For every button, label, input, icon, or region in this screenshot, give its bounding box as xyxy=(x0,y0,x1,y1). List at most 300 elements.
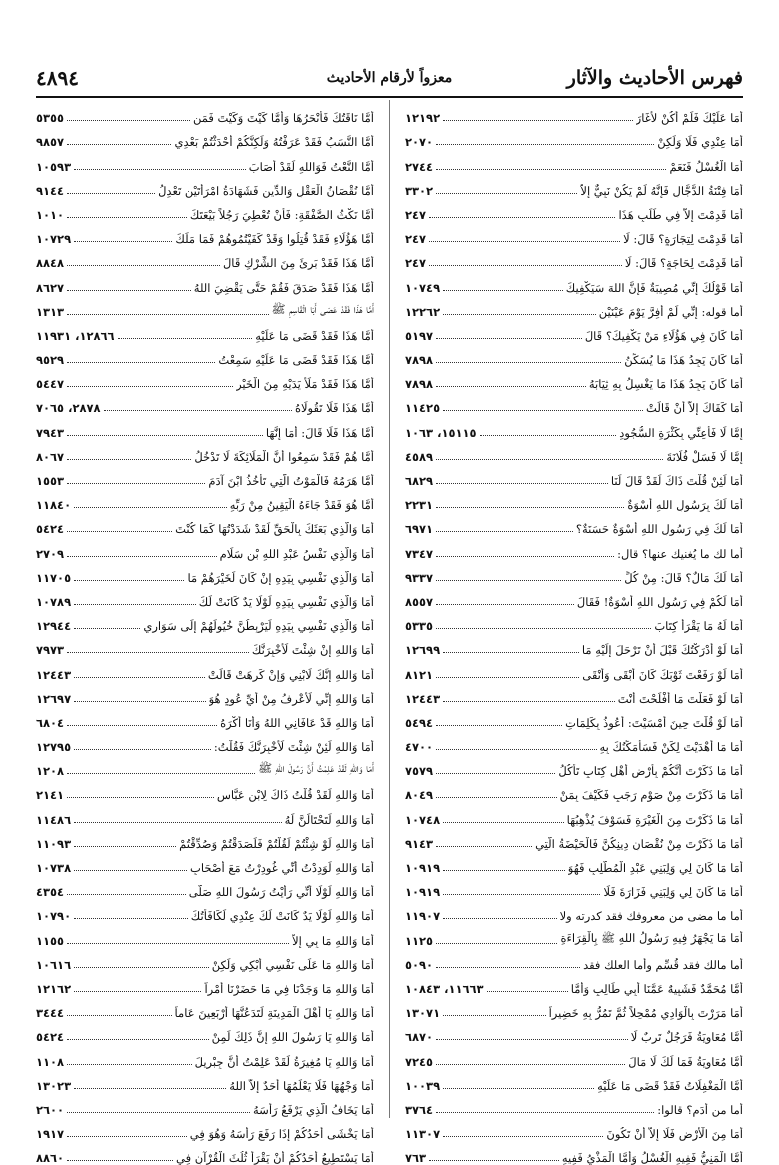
hadith-incipit: أَمَا وَاللهِ مَا وَجَدْنَا فِي مَا حَضَرْنَا أَمْراً xyxy=(204,981,374,996)
dot-leader xyxy=(443,314,596,315)
hadith-incipit: أَمَّا هَذَا فَقَدْ قَضَى مَا عَلَيْهِ xyxy=(255,328,374,343)
hadith-incipit: أَمَا وَاللهِ مَا بِي إِلاَّ xyxy=(292,933,374,948)
hadith-incipit: أَمَا لَوْ رَفَعْتَ ثَوْبَكَ كَانَ أَبْقَى وَأَنْقَى xyxy=(582,667,743,682)
index-entry xyxy=(36,1069,374,1093)
dot-leader xyxy=(74,701,206,702)
hadith-number: ٨٨٦٠ xyxy=(36,1151,65,1165)
index-entry xyxy=(405,464,743,488)
index-entry xyxy=(405,125,743,149)
index-entry xyxy=(405,730,743,754)
hadith-number: ١١٣٠٧ xyxy=(405,1127,441,1142)
hadith-incipit: أَمَا وَالَّذِي بَعَثَكَ بِالْحَقِّ لَقَدْ شَدَدْتُهَا كَمَا كُنْتَ xyxy=(175,522,374,537)
dot-leader xyxy=(67,1112,250,1113)
hadith-number: ١٠٥٩٣ xyxy=(36,159,72,174)
dot-leader xyxy=(436,628,651,629)
dot-leader xyxy=(436,580,621,581)
hadith-incipit: أَمَا لَوْ أَدْرَكْتُكَ قَبْلَ أَنْ تَرْحَلَ إِلَيْهِ مَا xyxy=(581,643,743,658)
hadith-incipit: أَمَا لَوْ قُلْتَ حِينَ أَمْسَيْتَ: أَعُوذُ بِكَلِمَاتِ xyxy=(565,715,743,730)
hadith-number: ١٢٧٩٥ xyxy=(36,740,72,755)
hadith-incipit: أَمَا وَالَّذِي نَفْسُ عَبْدِ اللهِ بْنِ سَلَامٍ xyxy=(219,546,374,561)
dot-leader xyxy=(436,556,614,557)
dot-leader xyxy=(67,894,186,895)
index-entry xyxy=(405,440,743,464)
hadith-number: ٧٥٧٩ xyxy=(405,764,434,779)
hadith-number: ٨٦٢٧ xyxy=(36,280,65,295)
dot-leader xyxy=(436,749,596,750)
dot-leader xyxy=(104,410,292,411)
dot-leader xyxy=(436,386,586,387)
index-entry xyxy=(405,391,743,415)
dot-leader xyxy=(74,507,227,508)
hadith-incipit: أَمَا قَدِمْتَ لِتِجَارَةٍ؟ قَالَ: لَا xyxy=(623,232,743,247)
hadith-incipit: أَمَا لَوْ فَعَلْتَ مَا أَفْلَحْتَ أَنْتَ xyxy=(617,691,743,706)
index-entry xyxy=(405,899,743,923)
hadith-incipit: أَمَا وَاللهِ لَوْلَا يَدٌ كَانَتْ لَكَ عِنْدِي لَكَافَأْتُكَ xyxy=(190,909,374,924)
hadith-incipit: أما مالك فقد قُسِّم وأما العلك فقد xyxy=(583,957,743,972)
dot-leader xyxy=(118,338,253,339)
dot-leader xyxy=(436,338,582,339)
dot-leader xyxy=(74,677,205,678)
index-entry xyxy=(36,270,374,294)
index-entry xyxy=(36,706,374,730)
dot-leader xyxy=(67,1015,171,1016)
index-entry xyxy=(36,319,374,343)
hadith-incipit: أَمَا وَاللهِ لَوَدِدْتُ أَنِّي غُودِرْتُ مَعَ أَصْحَابِ xyxy=(190,861,374,875)
dot-leader xyxy=(67,483,205,484)
hadith-incipit: أَمَا كَفَاكَ إِلاَّ أَنْ قَالَتْ xyxy=(646,401,743,416)
hadith-incipit: أَمَّا النَّسَبُ فَقَدْ عَرَفْتُهُ وَلَكِنَّكُمْ أَحْدَثْتُمْ بَعْدِي xyxy=(174,135,374,150)
dot-leader xyxy=(67,144,171,145)
hadith-number: ٥٣٣٥ xyxy=(405,619,434,634)
index-entry xyxy=(405,295,743,319)
index-entry xyxy=(36,754,374,778)
index-entry xyxy=(36,875,374,899)
hadith-incipit: أَمَا لَئِنْ قُلْتَ ذَاكَ لَقَدْ قَالَ لَنَا xyxy=(610,474,743,488)
hadith-number: ١٠٩١٩ xyxy=(405,861,441,875)
hadith-number: ٤٣٥٤ xyxy=(36,885,65,900)
hadith-incipit: أَمَا وَالَّذِي نَفْسِي بِيَدِهِ لَوْلَا يَدٌ كَانَتْ لَكَ xyxy=(198,594,374,609)
hadith-incipit: أَمَا الْغُسْلُ فَنَعَمْ xyxy=(669,159,743,174)
hadith-number: ١٠٧٨٩ xyxy=(36,594,72,609)
hadith-number: ١٠١٠ xyxy=(36,207,65,222)
hadith-number: ٥٤٤٧ xyxy=(36,377,65,392)
index-entry xyxy=(405,657,743,681)
hadith-incipit: أَمَا كَانَ يَجِدُ هَذَا مَا يُسَكِّنُ xyxy=(624,353,743,368)
hadith-number: ٢٤٧ xyxy=(405,232,427,247)
dot-leader xyxy=(436,362,621,363)
hadith-number: ١٢٦٩٧ xyxy=(36,691,72,706)
hadith-incipit: أَمَا قَدِمْتَ إِلاَّ فِي طَلَبِ هَذَا xyxy=(618,207,743,222)
hadith-incipit: أما لك ما يُغنيك عنها؟ قال: xyxy=(617,546,743,561)
index-entry xyxy=(36,174,374,198)
hadith-incipit: أَمَا مَا ذَكَرْتَ مِنْ صَوْمِ رَجَبٍ فَكَيْفَ بِمَنْ xyxy=(559,788,743,803)
hadith-number: ١٠٦١٦ xyxy=(36,957,72,972)
index-entry xyxy=(36,367,374,391)
hadith-number: ١٢٤٤٣ xyxy=(405,691,441,706)
index-entry xyxy=(405,1141,743,1165)
hadith-incipit: أَمَا وَاللهِ يَا أَهْلَ الْمَدِينَةِ لَتَدَعُنَّهَا أَرْبَعِينَ عَاماً xyxy=(174,1006,374,1021)
dot-leader xyxy=(443,120,633,121)
hadith-incipit: أَمَّا هُوَ فَقَدْ جَاءَهُ الْيَقِينُ مِنْ رَبِّهِ xyxy=(229,498,374,513)
hadith-incipit: أَمَا وَالَّذِي نَفْسِي بِيَدِهِ إِنْ كَانَ لَخَيْرَهُمْ مَا xyxy=(187,570,374,585)
index-entry xyxy=(405,174,743,198)
hadith-incipit: أَمَا مِنَ الْأَرْضِ فَلَا إِلاَّ أَنْ تَكُونَ xyxy=(606,1127,743,1142)
index-entry xyxy=(405,875,743,899)
hadith-number: ٨٨٤٨ xyxy=(36,256,65,271)
dot-leader xyxy=(67,290,191,291)
hadith-incipit: أَمَّا هَذَا فَقَدْ عَصَى أَبَا الْقَاسِمِ ﷺ xyxy=(271,301,374,316)
dot-leader xyxy=(67,314,269,315)
dot-leader xyxy=(436,483,608,484)
hadith-incipit: أَمَا مَا كَانَ لِي وَلِبَنِي فَزَارَةَ فَلَا xyxy=(603,885,743,900)
hadith-incipit: أما من أَدَمٍ؟ قالوا: xyxy=(657,1102,743,1117)
hadith-incipit: أَمَّا الْمَغْفِلَاتُ فَقَدْ قَضَى مَا عَلَيْهِ xyxy=(597,1078,743,1093)
dot-leader xyxy=(429,1160,559,1161)
hadith-number: ١١٤٢٥ xyxy=(405,401,441,416)
dot-leader xyxy=(74,1088,226,1089)
hadith-number: ١١٠٩٣ xyxy=(36,836,72,851)
index-entry xyxy=(405,319,743,343)
hadith-incipit: أَمَّا هَذَا فَقَدْ صَدَقَ فَقُمْ حَتَّى يَقْضِيَ اللهُ xyxy=(193,280,374,295)
hadith-number: ٧٢٤٥ xyxy=(405,1054,434,1069)
index-entry xyxy=(36,343,374,367)
dot-leader xyxy=(436,531,573,532)
hadith-number: ١٥٥٣ xyxy=(36,474,65,488)
dot-leader xyxy=(480,435,617,436)
index-entry xyxy=(405,754,743,778)
dot-leader xyxy=(67,120,190,121)
index-entry xyxy=(36,633,374,657)
hadith-number: ٤٧٠٠ xyxy=(405,740,434,755)
index-entry xyxy=(405,270,743,294)
hadith-number: ٩٥٢٩ xyxy=(36,353,65,368)
index-entry xyxy=(405,101,743,125)
dot-leader xyxy=(443,870,565,871)
hadith-incipit: أَمَّا هَذَا فَلَا قَالَ: أَمَا إِنَّهَا xyxy=(265,425,374,440)
dot-leader xyxy=(436,773,555,774)
dot-leader xyxy=(436,797,557,798)
index-entry xyxy=(405,1093,743,1117)
index-entry xyxy=(405,367,743,391)
hadith-incipit: أَمَا لَهُ مَا يَقْرَأُ كِتَابَ xyxy=(654,619,743,634)
dot-leader xyxy=(67,725,217,726)
dot-leader xyxy=(436,459,663,460)
index-entry xyxy=(405,778,743,802)
dot-leader xyxy=(436,725,562,726)
hadith-incipit: أَمَا وَاللهِ إِنَّكَ لَابْنِي وَإِنْ كَرِهَتْ قَالَتْ xyxy=(207,667,374,682)
index-entry xyxy=(36,198,374,222)
hadith-number: ١٠٧٤٩ xyxy=(405,280,441,295)
hadith-number: ٢٤٧ xyxy=(405,256,427,271)
left-index-column xyxy=(36,101,374,1165)
hadith-incipit: أَمَّا نَاقَتُكَ فَأَنْحَرُهَا وَأَمَّا كَيْتَ وَكَيْتَ فَمَن xyxy=(192,111,374,126)
dot-leader xyxy=(74,870,187,871)
hadith-number: ٥٤٩٤ xyxy=(405,715,434,730)
index-entry xyxy=(36,1020,374,1044)
dot-leader xyxy=(436,169,666,170)
hadith-number: ٢٧٤٤ xyxy=(405,159,434,174)
hadith-number: ٥٤٢٤ xyxy=(36,1030,65,1045)
dot-leader xyxy=(67,362,215,363)
dot-leader xyxy=(67,217,187,218)
index-entry xyxy=(405,1020,743,1044)
index-entry xyxy=(36,391,374,415)
index-entry xyxy=(36,295,374,319)
hadith-number: ١١٥٥ xyxy=(36,933,65,948)
hadith-number: ٥٠٩٠ xyxy=(405,957,434,972)
hadith-number: ٧٨٩٨ xyxy=(405,353,434,368)
hadith-number: ١١٢٥ xyxy=(405,933,434,948)
index-entry xyxy=(36,149,374,173)
dot-leader xyxy=(67,943,289,944)
hadith-number: ٢١٤١ xyxy=(36,788,65,803)
hadith-incipit: أَمَا وَاللهِ لَقَدْ قُلْتُ ذَاكَ لِابْنِ عَبَّاسٍ xyxy=(216,788,374,803)
index-entry xyxy=(36,851,374,875)
hadith-incipit: أَمَّا النَّعْتُ فَوَاللهِ لَقَدْ أَصَابَ xyxy=(248,159,374,174)
section-subtitle: معزواً لأرقام الأحاديث xyxy=(326,70,453,86)
index-entry xyxy=(405,198,743,222)
hadith-number: ١١٤٨٦ xyxy=(36,812,72,827)
hadith-incipit: إِمَّا لَا فَأَعِنِّي بِكَثْرَةِ السُّجُودِ xyxy=(619,425,743,440)
dot-leader xyxy=(436,604,574,605)
index-entry xyxy=(36,561,374,585)
dot-leader xyxy=(436,1064,625,1065)
hadith-incipit: أَمَّا نُقْصَانُ الْعَقْلِ وَالدِّينِ فَشَهَادَةُ امْرَأَتَيْنِ تَعْدِلُ xyxy=(158,183,374,198)
hadith-number: ١٠٧٤٨ xyxy=(405,812,441,827)
hadith-number: ١٥١١٥، ١٠٦٣ xyxy=(405,425,477,440)
dot-leader xyxy=(67,435,263,436)
hadith-incipit: أَمَا وَاللهِ لَئِنْ شِئْتَ لَأُخْبِرَنَّكَ فَقُلْتُ: xyxy=(213,740,374,755)
index-entry xyxy=(36,996,374,1020)
hadith-number: ١٠٧٢٩ xyxy=(36,232,72,247)
hadith-incipit: أَمَا لَكَ بِرَسُولِ اللهِ أُسْوَةٌ xyxy=(627,498,743,513)
hadith-incipit: أَمَا وَاللهِ إِنِّي لَأَعْرِفُ مِنْ أَيِّ عُودٍ هُوَ xyxy=(208,691,374,706)
hadith-number: ١٢٨٦٦، ١١٩٣١ xyxy=(36,328,115,343)
hadith-number: ٢٢٣١ xyxy=(405,498,434,513)
dot-leader xyxy=(67,193,155,194)
hadith-number: ١١٩٠٧ xyxy=(405,909,441,924)
hadith-incipit: أَمَّا هَذَا فَقَدْ بَرِئَ مِنَ الشِّرْكِ قَالَ xyxy=(222,256,374,271)
hadith-number: ٦٨٠٤ xyxy=(36,715,65,730)
dot-leader xyxy=(67,1136,187,1137)
dot-leader xyxy=(67,556,217,557)
hadith-incipit: أَمَّا الْمَنِيُّ فَفِيهِ الْغُسْلُ وَأَمَّا الْمَذْيُ فَفِيهِ xyxy=(561,1151,743,1165)
dot-leader xyxy=(67,1039,209,1040)
index-entry xyxy=(405,415,743,439)
index-entry xyxy=(405,609,743,633)
hadith-number: ١٣١٣ xyxy=(36,304,65,319)
index-entry xyxy=(405,1069,743,1093)
hadith-incipit: أَمَا وَاللهِ قَدْ عَافَانِي اللهُ وَأَنَا أَكْرَهُ xyxy=(220,715,374,730)
dot-leader xyxy=(67,652,249,653)
index-entry xyxy=(36,488,374,512)
hadith-incipit: أَمَّا هَذَا فَقَدْ مَلَأَ يَدَيْهِ مِنَ الْخَيْرِ xyxy=(236,377,374,392)
hadith-incipit: أَمَا وَاللهِ لَقَدْ عَلِمْتُ أَنَّ رَسُولَ اللهِ ﷺ xyxy=(258,761,374,776)
hadith-number: ٣٧٦٤ xyxy=(405,1102,434,1117)
hadith-number: ٢٧٠٩ xyxy=(36,546,65,561)
hadith-number: ١٢٩٤٤ xyxy=(36,619,72,634)
page-number: ٤٨٩٤ xyxy=(36,66,79,90)
hadith-incipit: أَمَا عَلَيْكَ فَلَمْ أَكُنْ لأَغَارَ xyxy=(635,111,743,126)
book-title: فهرس الأحاديث والآثار xyxy=(566,67,743,89)
dot-leader xyxy=(74,822,282,823)
hadith-number: ١٢٠٨ xyxy=(36,764,65,779)
index-entry xyxy=(36,923,374,947)
hadith-number: ٧٦٣ xyxy=(405,1151,427,1165)
hadith-number: ٥٣٥٥ xyxy=(36,111,65,126)
index-entry xyxy=(405,827,743,851)
hadith-incipit: أَمَا مَا ذَكَرْتَ مِنَ الْغَيْرَةِ فَسَوْفَ يُذْهِبُهَا xyxy=(566,812,743,827)
hadith-number: ٧٨٩٨ xyxy=(405,377,434,392)
hadith-incipit: أَمَا لَكُمْ فِي رَسُولِ اللهِ أُسْوَةٌ! فَقَالَ xyxy=(576,594,743,609)
dot-leader xyxy=(74,241,172,242)
dot-leader xyxy=(443,894,600,895)
dot-leader xyxy=(74,628,140,629)
hadith-number: ٧٩٤٣ xyxy=(36,425,65,440)
hadith-incipit: أَمَا مَا ذَكَرْتَ أَنَّكُمْ بِأَرْضِ أَهْلِ كِتَابٍ تَأْكُلُ xyxy=(558,764,743,779)
hadith-number: ١٠٧٣٨ xyxy=(36,861,72,875)
hadith-incipit: أَمَا كَانَ يَجِدُ هَذَا مَا يَغْسِلُ بِهِ ثِيَابَهُ xyxy=(588,377,743,392)
dot-leader xyxy=(67,1160,173,1161)
hadith-number: ١٠٩١٩ xyxy=(405,885,441,900)
dot-leader xyxy=(67,773,255,774)
index-entry xyxy=(405,802,743,826)
dot-leader xyxy=(436,967,580,968)
hadith-incipit: أَمَّا هَذَا فَقَدْ قَضَى مَا عَلَيْهِ سَمِعْتُ xyxy=(218,353,374,368)
index-entry xyxy=(36,101,374,125)
hadith-number: ٩١٤٣ xyxy=(405,836,434,851)
index-entry xyxy=(405,488,743,512)
hadith-incipit: أَمَا وَاللهِ يَا رَسُولَ اللهِ إِنَّ ذَلِكَ لَمِنْ xyxy=(211,1030,374,1045)
hadith-number: ٧٩٧٣ xyxy=(36,643,65,658)
hadith-number: ٤٥٨٩ xyxy=(405,449,434,464)
index-entry xyxy=(405,682,743,706)
index-entry xyxy=(405,851,743,875)
hadith-number: ٨١٢١ xyxy=(405,667,434,682)
hadith-incipit: أَمَّا هَؤُلَاءِ فَقَدْ قُتِلُوا وَقَدْ كَفَيْتُمُوهُمْ فَمَا مَلَكَ xyxy=(175,232,374,247)
hadith-number: ٢٠٧٠ xyxy=(405,135,434,150)
hadith-incipit: أَمَا مَا كَانَ لِي وَلِبَنِي عَبْدِ الْمُطَّلِبِ فَهُوَ xyxy=(567,861,743,875)
index-entry xyxy=(36,948,374,972)
hadith-incipit: أَمَّا نَكْثُ الصَّفْقَةِ: فَأَنْ تُعْطِيَ رَجُلاً بَيْعَتَكَ xyxy=(189,207,374,222)
hadith-incipit: أَمَا لَكَ مَالٌ؟ قَالَ: مِنْ كُلٍّ xyxy=(624,570,743,585)
index-entry xyxy=(405,222,743,246)
index-entry xyxy=(36,222,374,246)
index-entry xyxy=(405,1117,743,1141)
hadith-incipit: أَمَا مَا أَهْدَيْتَ لِكَنْ فَسَأُمَكِّنُكَ بِهِ xyxy=(599,740,743,755)
dot-leader xyxy=(436,943,557,944)
hadith-number: ١٠٧٩٠ xyxy=(36,909,72,924)
hadith-number: ١١٨٤٠ xyxy=(36,498,72,513)
hadith-number: ٩١٤٤ xyxy=(36,183,65,198)
index-entry xyxy=(405,1044,743,1068)
index-entry xyxy=(405,706,743,730)
hadith-incipit: أَمَّا هَذَا فَلَا تَقُولَاهُ xyxy=(294,401,374,416)
hadith-incipit: أَمَا مَا يَجْهَرُ فِيهِ رَسُولُ اللهِ ﷺ بِالْقِرَاءَةِ xyxy=(560,930,743,945)
index-entry xyxy=(405,536,743,560)
index-entry xyxy=(36,730,374,754)
hadith-incipit: أما ما مضى من معروفك فقد كدرته ولا xyxy=(559,909,743,924)
hadith-incipit: أَمَّا مُعَاوِيَةُ فَرَجُلٌ تَرِبٌ لَا xyxy=(630,1030,743,1045)
index-entry xyxy=(36,125,374,149)
index-entry xyxy=(405,972,743,996)
hadith-number: ١١٠٨ xyxy=(36,1054,65,1069)
dot-leader xyxy=(74,169,246,170)
hadith-number: ٣٤٤٤ xyxy=(36,1006,65,1021)
dot-leader xyxy=(436,144,654,145)
hadith-incipit: أَمَا عِنْدِي فَلَا وَلَكِنْ xyxy=(657,135,743,150)
hadith-number: ٩٣٣٧ xyxy=(405,570,434,585)
hadith-number: ١٢٦٩٩ xyxy=(405,643,441,658)
dot-leader xyxy=(67,386,233,387)
hadith-incipit: أَمَا وَاللهِ لَوْ شِئْتُمْ لَقُلْتُمْ فَلَصَدَقْتُمْ وَصُدِّقْتُمْ xyxy=(179,836,374,851)
index-entry xyxy=(36,585,374,609)
index-entry xyxy=(405,561,743,585)
page-header xyxy=(36,66,743,90)
dot-leader xyxy=(74,991,201,992)
index-entry xyxy=(405,585,743,609)
index-entry xyxy=(36,657,374,681)
index-entry xyxy=(36,1044,374,1068)
dot-leader xyxy=(443,918,556,919)
hadith-number: ١٩١٧ xyxy=(36,1127,65,1142)
dot-leader xyxy=(436,846,532,847)
dot-leader xyxy=(443,1088,594,1089)
index-entry xyxy=(36,1093,374,1117)
hadith-incipit: أَمَا وَاللهِ مَا عَلَى نَفْسِي أَبْكِي وَلَكِنْ xyxy=(211,957,374,972)
hadith-number: ١١٦٦٣، ١٠٨٤٣ xyxy=(405,981,484,996)
index-entry xyxy=(405,948,743,972)
hadith-incipit: أَمَا مَا ذَكَرْتَ مِنْ نُقْصَانِ دِينِكُنَّ فَالْحَيْضَةُ الَّتِي xyxy=(535,836,743,851)
index-entry xyxy=(36,827,374,851)
dot-leader xyxy=(436,1039,628,1040)
dot-leader xyxy=(443,652,579,653)
index-entry xyxy=(36,609,374,633)
index-entry xyxy=(36,1141,374,1165)
index-entry xyxy=(36,899,374,923)
dot-leader xyxy=(443,290,563,291)
index-entry xyxy=(36,464,374,488)
hadith-incipit: أَمَا يَخْشَى أَحَدُكُمْ إِذَا رَفَعَ رَأْسَهُ وَهُوَ فِي xyxy=(189,1127,374,1142)
dot-leader xyxy=(67,1064,192,1065)
index-entry xyxy=(36,440,374,464)
index-entry xyxy=(405,996,743,1020)
hadith-number: ٧٣٤٧ xyxy=(405,546,434,561)
column-divider xyxy=(389,100,390,1118)
index-entry xyxy=(36,246,374,270)
hadith-number: ١٢٤٤٣ xyxy=(36,667,72,682)
hadith-number: ٥٤٢٤ xyxy=(36,522,65,537)
dot-leader xyxy=(436,507,624,508)
hadith-number: ١٢١٩٢ xyxy=(405,111,441,126)
hadith-number: ٩٨٥٧ xyxy=(36,135,65,150)
index-entry xyxy=(405,923,743,947)
dot-leader xyxy=(429,241,620,242)
index-entry xyxy=(36,802,374,826)
hadith-incipit: أَمَا وَاللهِ لَتَحْتَالَنَّ لَهُ xyxy=(284,812,374,827)
dot-leader xyxy=(67,531,172,532)
dot-leader xyxy=(443,1136,603,1137)
hadith-number: ٨٠٦٧ xyxy=(36,449,65,464)
hadith-number: ٢٤٧ xyxy=(405,207,427,222)
dot-leader xyxy=(443,1015,545,1016)
hadith-number: ٦٩٧١ xyxy=(405,522,434,537)
dot-leader xyxy=(67,265,220,266)
hadith-incipit: أَمَا قَدِمْتَ لِحَاجَةٍ؟ قَالَ: لَا xyxy=(624,256,743,271)
hadith-number: ٦٨٧٠ xyxy=(405,1030,434,1045)
index-entry xyxy=(405,512,743,536)
dot-leader xyxy=(74,918,188,919)
